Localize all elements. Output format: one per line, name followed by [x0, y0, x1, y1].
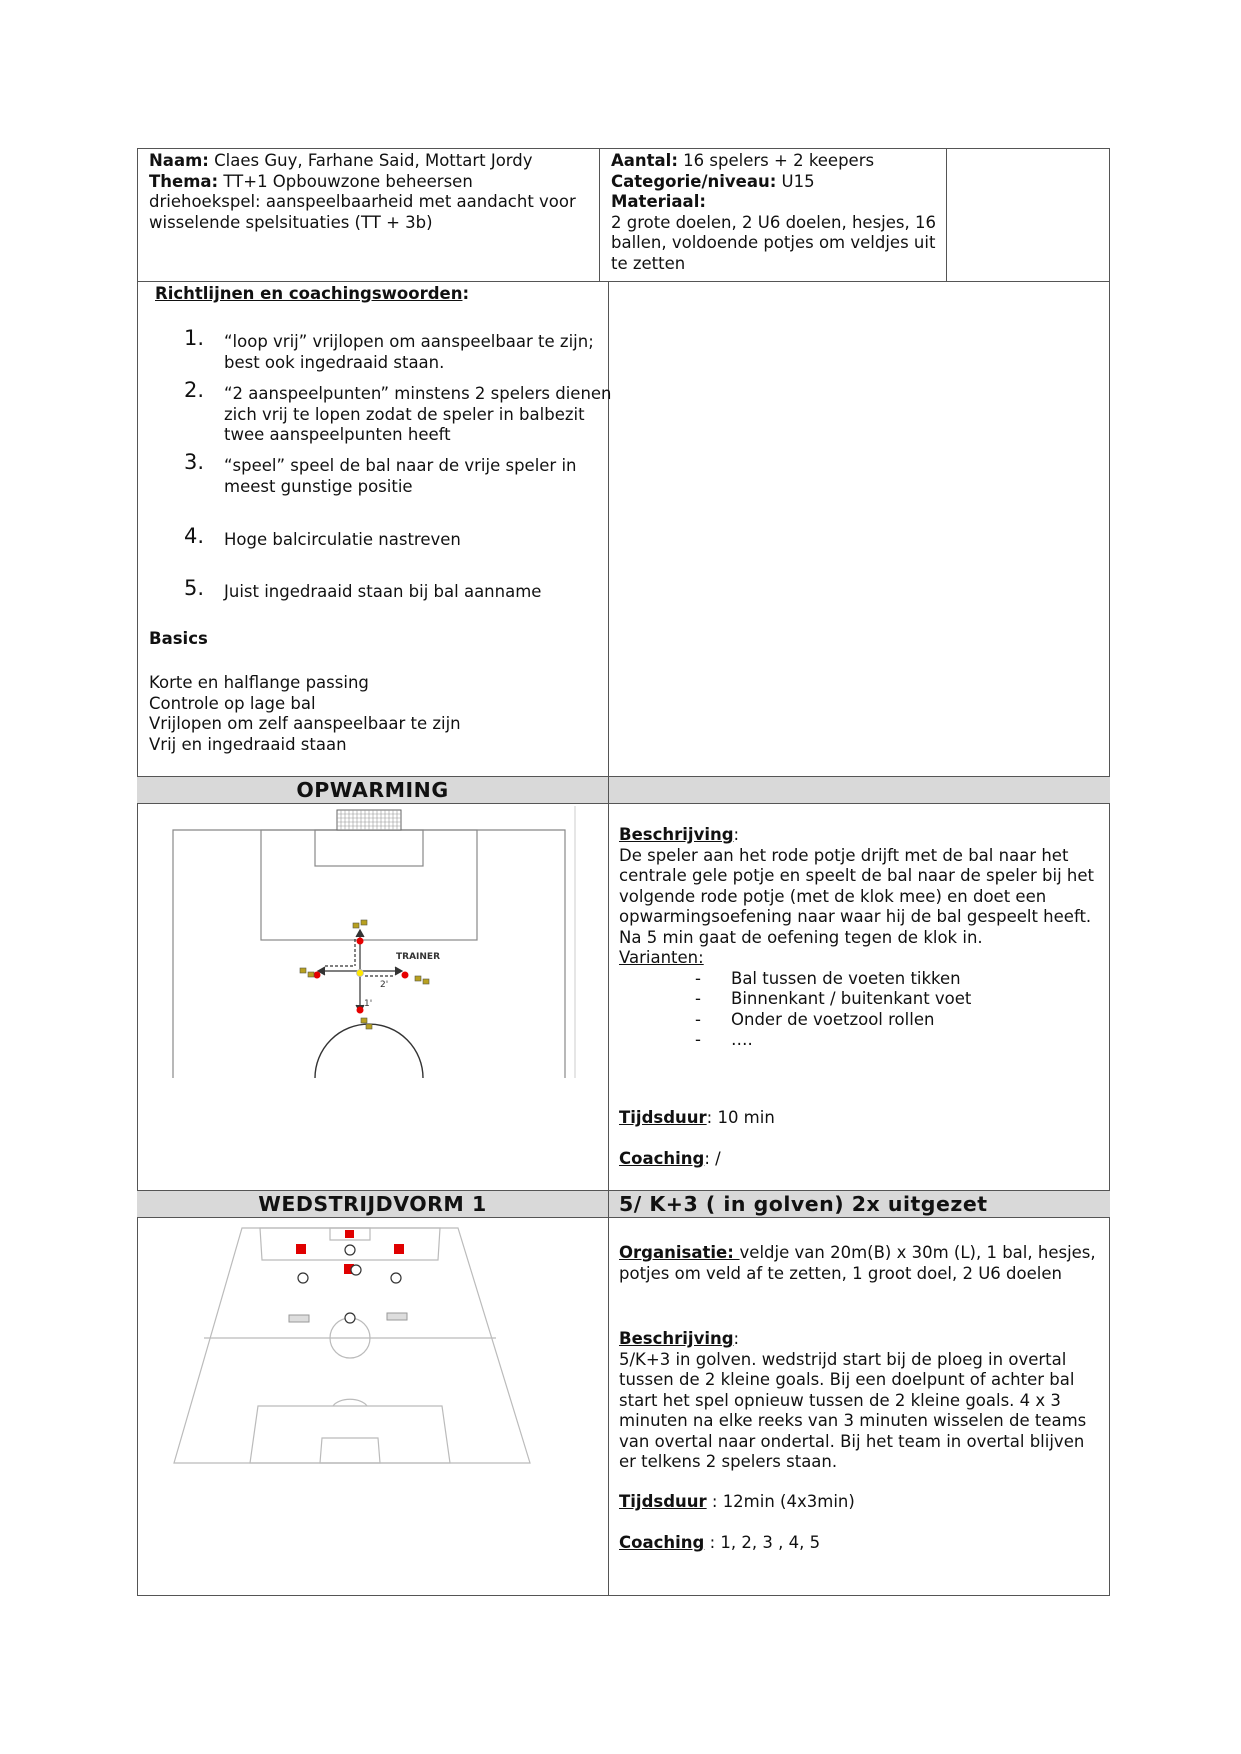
- basics-item: Controle op lage bal: [149, 693, 316, 713]
- guideline-text: “loop vrij” vrijlopen om aanspeelbaar te zijn; best ook ingedraaid staan.: [224, 332, 594, 372]
- yellow-cone: [357, 970, 364, 977]
- guideline-text: Hoge balcirculatie nastreven: [224, 530, 461, 549]
- beschrijving-text: De speler aan het rode potje drijft met de bal naar het centrale gele potje en speelt de bal naar de speler bij het volgende rode potje (met de klok mee) en doet een opwarmingsoefening naar waar hij de bal gespeelt heeft. Na 5 min gaat de oefening tegen de klok in.: [619, 845, 1094, 947]
- penalty-box: [261, 830, 477, 940]
- guideline-text: “speel” speel de bal naar de vrije speler in meest gunstige positie: [224, 456, 577, 496]
- varianten-list: [619, 969, 1099, 1051]
- guideline-number: 5.: [184, 576, 205, 600]
- basics-item: Vrijlopen om zelf aanspeelbaar te zijn: [149, 714, 461, 733]
- bottom-goal-area: [320, 1438, 380, 1463]
- white-team: [298, 1245, 401, 1323]
- aantal-value: 16 spelers + 2 keepers: [677, 151, 875, 170]
- guideline-item: [184, 378, 624, 446]
- guidelines-list: [176, 326, 612, 622]
- thema-line: [149, 172, 589, 234]
- guidelines-title: Richtlijnen en coachingswoorden:: [155, 284, 470, 303]
- categorie-line: [611, 172, 941, 193]
- pitch-outline: [173, 830, 565, 1078]
- basics-item: Korte en halflange passing: [149, 673, 369, 692]
- trainer-label: TRAINER: [396, 952, 440, 962]
- basics-title: Basics: [149, 629, 208, 648]
- guideline-item: [184, 450, 624, 497]
- pitch-outline: [174, 1228, 530, 1463]
- arrow-label: 1': [364, 999, 373, 1009]
- center-circle: [315, 1024, 423, 1078]
- guideline-number: 1.: [184, 326, 205, 350]
- arrow-label: 2': [380, 980, 389, 990]
- wedstrijdvorm-tijdsduur: Tijdsduur : 12min (4x3min): [619, 1492, 855, 1511]
- guideline-number: 2.: [184, 378, 205, 402]
- guideline-number: 4.: [184, 524, 205, 548]
- pitch-lines: [174, 1228, 530, 1463]
- wedstrijdvorm-diagram: [170, 1220, 540, 1474]
- divider: [137, 281, 1110, 282]
- categorie-value: U15: [776, 171, 815, 191]
- opwarming-diagram: [165, 806, 585, 1078]
- divider: [608, 1190, 609, 1218]
- varianten-label: Varianten:: [619, 948, 704, 967]
- opwarming-coaching: Coaching: /: [619, 1149, 721, 1168]
- materiaal-value: 2 grote doelen, 2 U6 doelen, hesjes, 16 ballen, voldoende potjes om veldjes uit te zetten: [611, 212, 936, 273]
- wedstrijdvorm-title: WEDSTRIJDVORM 1: [258, 1192, 487, 1216]
- header-info-left: [149, 151, 589, 233]
- materiaal-label: Materiaal:: [611, 192, 706, 211]
- divider: [599, 148, 600, 281]
- thema-label: Thema:: [149, 171, 219, 191]
- divider: [608, 776, 609, 804]
- guideline-item: [184, 326, 624, 373]
- opwarming-description: Beschrijving: De speler aan het rode potje drijft met de bal naar het centrale gele potje en speelt de bal naar de speler bij het volgende rode potje (met de klok mee) en doet een opwarmingsoefening naar waar hij de bal gespeelt heeft. Na 5 min gaat de oefening tegen de klok in. Varianten: - Bal tussen de voeten tikken - Binnenkant / buitenkant voet - Onder de voetzool rollen - ….: [619, 825, 1099, 1051]
- variant-item: - Onder de voetzool rollen: [619, 1010, 1099, 1031]
- variant-item: - Binnenkant / buitenkant voet: [619, 989, 1099, 1010]
- wedstrijdvorm-coaching: Coaching : 1, 2, 3 , 4, 5: [619, 1533, 821, 1552]
- opwarming-title: OPWARMING: [296, 778, 449, 802]
- naam-line: [149, 151, 589, 172]
- wedstrijdvorm-subtitle: 5/ K+3 ( in golven) 2x uitgezet: [619, 1192, 988, 1216]
- bottom-box: [250, 1406, 450, 1463]
- guideline-number: 3.: [184, 450, 205, 474]
- basics-item: Vrij en ingedraaid staan: [149, 734, 347, 754]
- naam-value: Claes Guy, Farhane Said, Mottart Jordy: [208, 151, 533, 170]
- naam-label: Naam:: [149, 151, 209, 170]
- header-info-right: [611, 151, 941, 274]
- thema-value: TT+1 Opbouwzone beheersen driehoekspel: aanspeelbaarheid met aandacht voor wisselende spelsituaties (TT + 3b): [149, 171, 576, 232]
- guideline-text: “2 aanspeelpunten” minstens 2 spelers dienen zich vrij te lopen zodat de speler in balbezit twee aanspeelpunten heeft: [224, 384, 612, 444]
- guideline-item: [184, 576, 624, 603]
- wedstrijdvorm-beschrijving-text: 5/K+3 in golven. wedstrijd start bij de ploeg in overtal tussen de 2 kleine goals. Bij een doelpunt of achter bal start het spel opnieuw tussen de 2 kleine goals. 4 x 3 minuten na elke reeks van 3 minuten wisselen de teams van overtal naar ondertal. Bij het team in overtal blijven er telkens 2 spelers staan.: [619, 1349, 1087, 1471]
- categorie-label: Categorie/niveau:: [611, 171, 777, 191]
- basics-list: [149, 673, 589, 755]
- beschrijving-label: Beschrijving: [619, 825, 734, 844]
- goal-area: [315, 830, 423, 866]
- keeper: [345, 1230, 354, 1238]
- variant-item: - Bal tussen de voeten tikken: [619, 969, 1099, 990]
- aantal-label: Aantal:: [611, 151, 678, 170]
- guideline-text: Juist ingedraaid staan bij bal aanname: [224, 582, 542, 601]
- variant-item: - ….: [619, 1030, 1099, 1051]
- guideline-item: [184, 524, 624, 551]
- wedstrijdvorm-organisatie: Organisatie: veldje van 20m(B) x 30m (L), 1 bal, hesjes, potjes om veld af te zetten, 1 groot doel, 2 U6 doelen: [619, 1243, 1096, 1283]
- goal-net: [337, 810, 401, 830]
- aantal-line: [611, 151, 941, 172]
- divider: [946, 148, 947, 281]
- opwarming-tijdsduur: Tijdsduur: 10 min: [619, 1108, 775, 1127]
- wedstrijdvorm-beschrijving: Beschrijving: 5/K+3 in golven. wedstrijd start bij de ploeg in overtal tussen de 2 kleine goals. Bij een doelpunt of achter bal start het spel opnieuw tussen de 2 kleine goals. 4 x 3 minuten na elke reeks van 3 minuten wisselen de teams van overtal naar ondertal. Bij het team in overtal blijven er telkens 2 spelers staan.: [619, 1329, 1099, 1473]
